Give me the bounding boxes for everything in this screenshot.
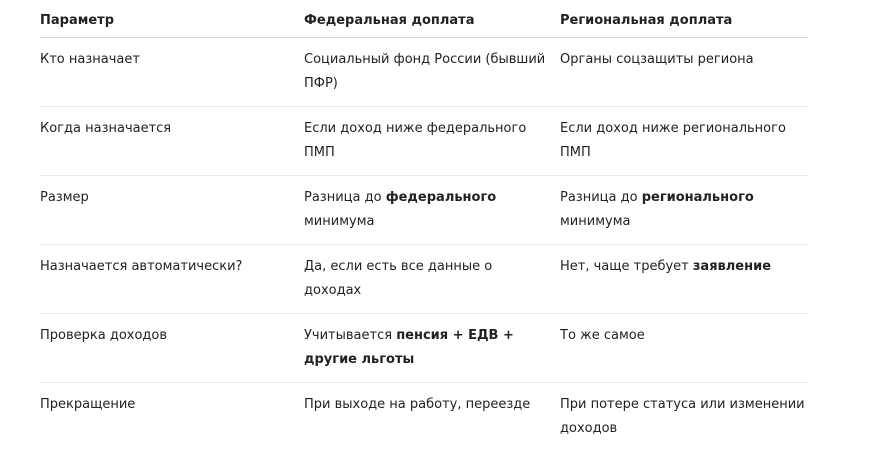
- row-parameter: Назначается автоматически?: [40, 259, 243, 274]
- row-regional: [560, 176, 808, 244]
- bold-text: заявление: [692, 259, 772, 274]
- text: Разница до: [560, 190, 642, 205]
- table-row: [40, 107, 808, 176]
- text: Да, если есть все данные о доходах: [304, 259, 493, 298]
- text: минимума: [304, 214, 375, 229]
- row-regional: [560, 314, 808, 382]
- bold-text: регионального: [641, 190, 754, 205]
- row-parameter: Проверка доходов: [40, 328, 168, 343]
- bold-text: федерального: [385, 190, 497, 205]
- row-federal: [304, 245, 560, 313]
- table-header-row: [40, 0, 808, 38]
- row-federal: [304, 383, 560, 452]
- text: При выходе на работу, переезде: [304, 397, 531, 412]
- row-regional: [560, 245, 808, 313]
- text: Социальный фонд России (бывший ПФР): [304, 52, 546, 91]
- table-row: [40, 383, 808, 452]
- table-row: [40, 176, 808, 245]
- text: То же самое: [560, 328, 645, 343]
- row-federal: [304, 38, 560, 106]
- row-parameter: Когда назначается: [40, 121, 172, 136]
- text: Нет, чаще требует: [560, 259, 693, 274]
- table-row: [40, 314, 808, 383]
- text: Если доход ниже федерального ПМП: [304, 121, 527, 160]
- header-parameter: Параметр: [40, 13, 115, 28]
- comparison-table: [40, 0, 808, 452]
- row-federal: [304, 107, 560, 175]
- row-parameter: Размер: [40, 190, 89, 205]
- row-federal: [304, 176, 560, 244]
- row-regional: [560, 38, 808, 106]
- bold-text: пенсия + ЕДВ + другие льготы: [304, 328, 514, 367]
- text: При потере статуса или изменении доходов: [560, 397, 805, 436]
- text: Если доход ниже регионального ПМП: [560, 121, 786, 160]
- table-row: [40, 245, 808, 314]
- table-row: [40, 38, 808, 107]
- row-regional: [560, 107, 808, 175]
- row-federal: [304, 314, 560, 382]
- text: минимума: [560, 214, 631, 229]
- header-federal: Федеральная доплата: [304, 13, 475, 28]
- row-parameter: Кто назначает: [40, 52, 140, 67]
- row-regional: [560, 383, 808, 452]
- row-parameter: Прекращение: [40, 397, 136, 412]
- text: Учитывается: [304, 328, 397, 343]
- text: Органы соцзащиты региона: [560, 52, 754, 67]
- header-regional: Региональная доплата: [560, 13, 733, 28]
- text: Разница до: [304, 190, 386, 205]
